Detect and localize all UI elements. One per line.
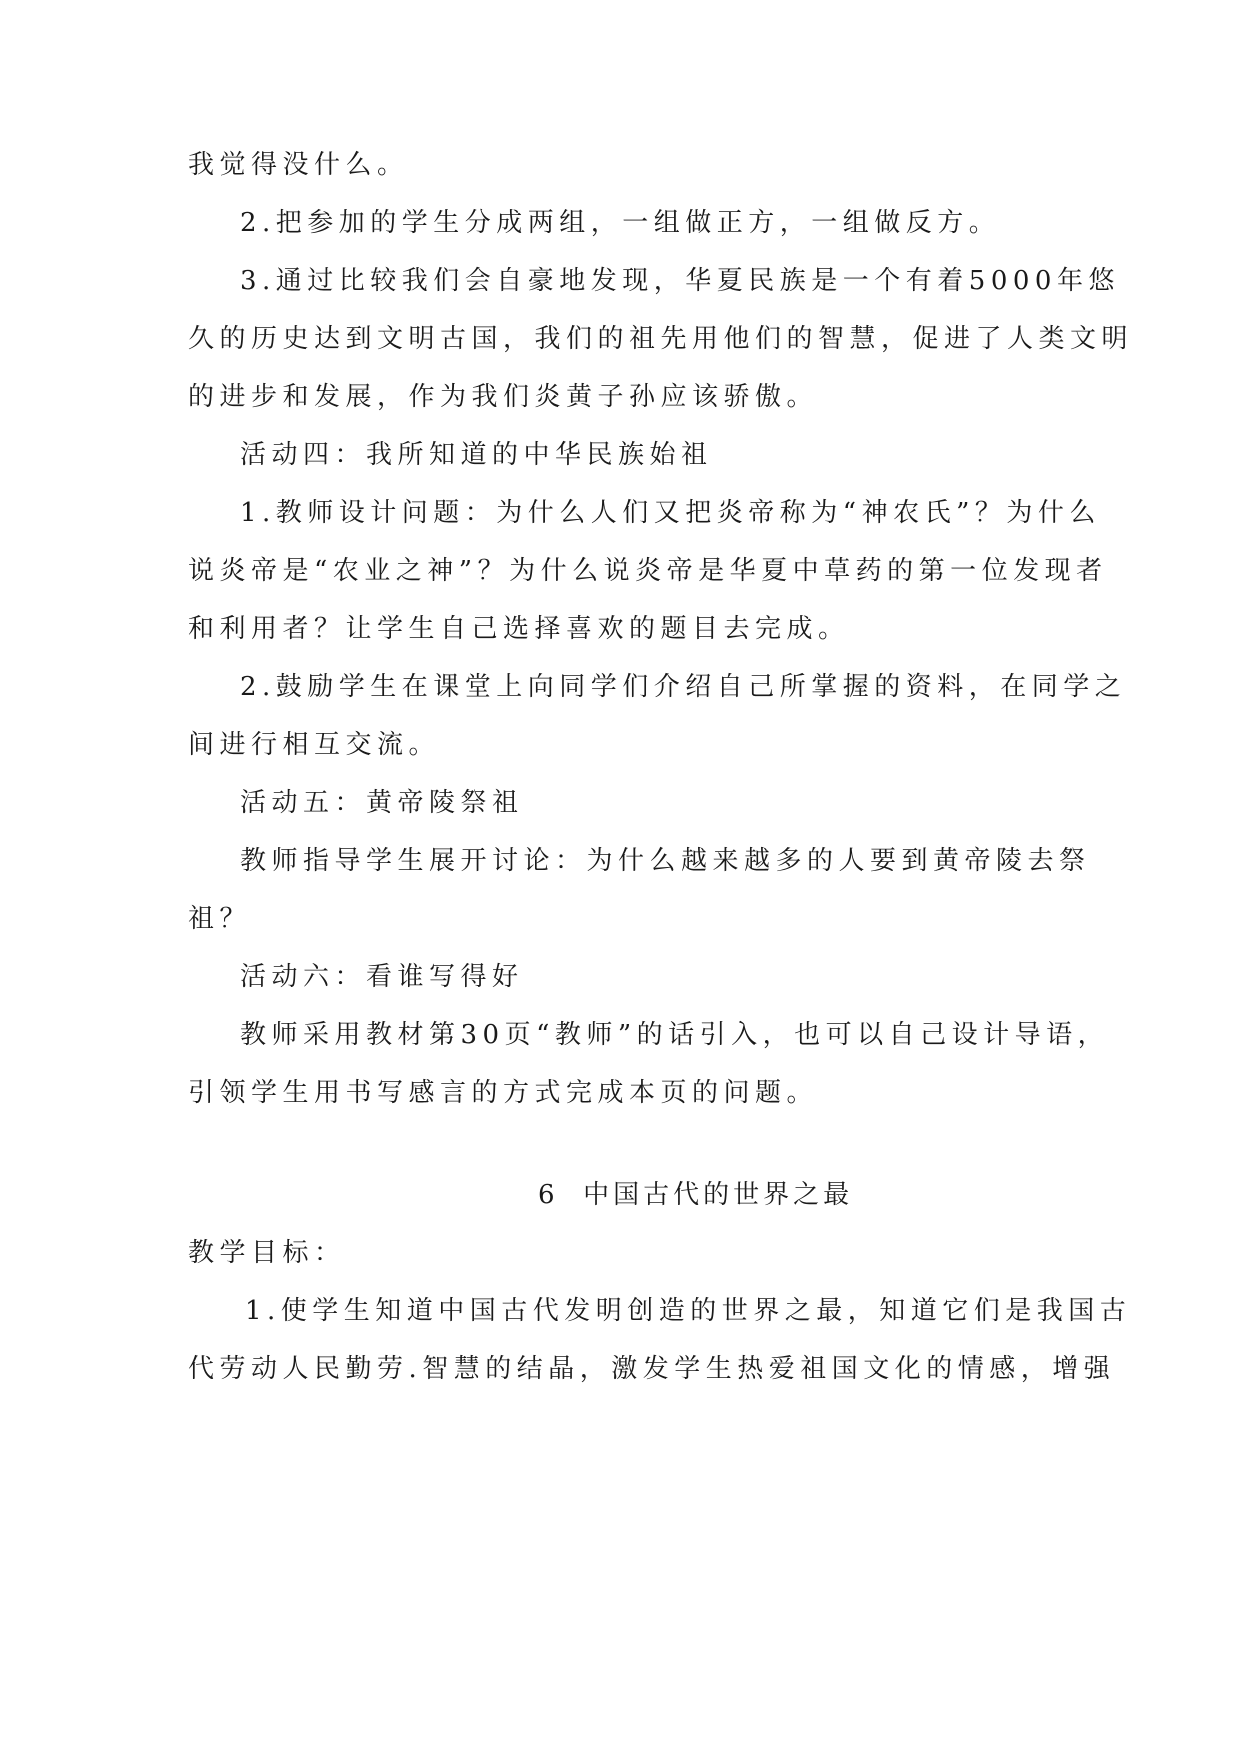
text-line: 说炎帝是“农业之神”？为什么说炎帝是华夏中草药的第一位发现者: [188, 556, 1108, 586]
text-line: 祖？: [188, 904, 252, 934]
text-line: 久的历史达到文明古国，我们的祖先用他们的智慧，促进了人类文明: [188, 324, 1134, 354]
text-line: 我觉得没什么。: [188, 150, 409, 180]
text-line: 代劳动人民勤劳.智慧的结晶，激发学生热爱祖国文化的情感，增强: [188, 1354, 1116, 1384]
lesson-title: 6 中国古代的世界之最: [538, 1180, 854, 1210]
text-line: 2.鼓励学生在课堂上向同学们介绍自己所掌握的资料，在同学之: [240, 672, 1127, 702]
subheading: 教学目标：: [188, 1238, 346, 1268]
text-line: 教师采用教材第30页“教师”的话引入，也可以自己设计导语，: [240, 1020, 1110, 1050]
section-heading: 活动五：黄帝陵祭祖: [240, 788, 524, 818]
text-line: 教师指导学生展开讨论：为什么越来越多的人要到黄帝陵去祭: [240, 846, 1091, 876]
text-line: 1.教师设计问题：为什么人们又把炎帝称为“神农氏”？为什么: [240, 498, 1101, 528]
text-line: 1.使学生知道中国古代发明创造的世界之最，知道它们是我国古: [245, 1296, 1132, 1326]
section-heading: 活动六：看谁写得好: [240, 962, 524, 992]
text-line: 和利用者？让学生自己选择喜欢的题目去完成。: [188, 614, 850, 644]
text-line: 间进行相互交流。: [188, 730, 441, 760]
section-heading: 活动四：我所知道的中华民族始祖: [240, 440, 713, 470]
text-line: 引领学生用书写感言的方式完成本页的问题。: [188, 1078, 819, 1108]
text-line: 2.把参加的学生分成两组，一组做正方，一组做反方。: [240, 208, 1001, 238]
text-line: 的进步和发展，作为我们炎黄子孙应该骄傲。: [188, 382, 819, 412]
text-line: 3.通过比较我们会自豪地发现，华夏民族是一个有着5000年悠: [240, 266, 1120, 296]
